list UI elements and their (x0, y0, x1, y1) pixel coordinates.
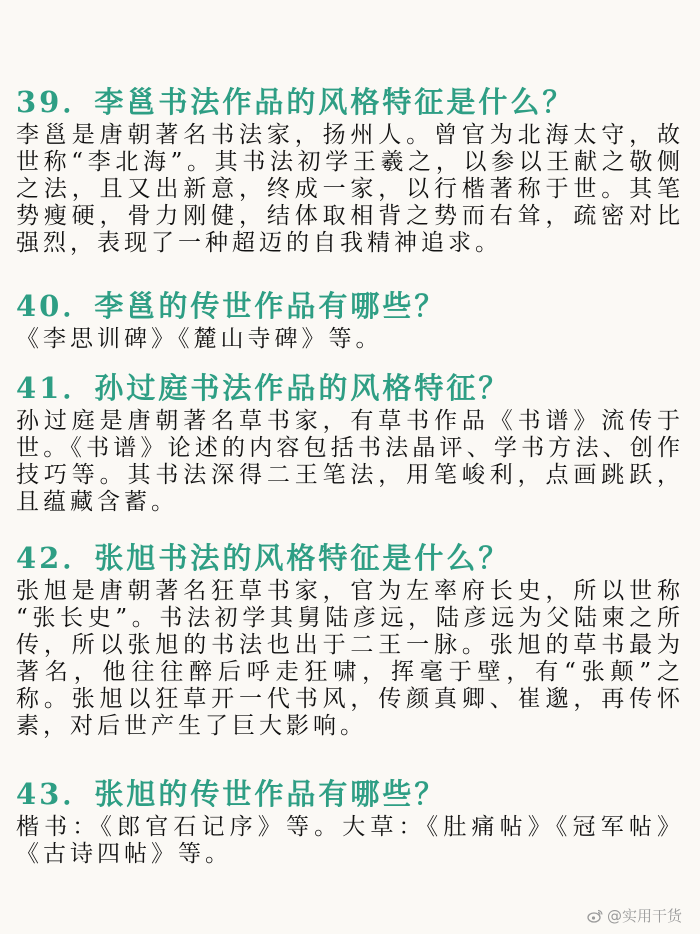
weibo-icon (587, 909, 603, 923)
question-heading: 40．李邕的传世作品有哪些？ (16, 289, 447, 323)
watermark (587, 905, 682, 926)
qa-section-39 (16, 84, 688, 257)
answer-text: 李邕是唐朝著名书法家，扬州人。曾官为北海太守，故世称“李北海”。其书法初学王羲之，以参以王献之敬侧之法，且又出新意，终成一家，以行楷著称于世。其笔势瘦硬，骨力刚健，结体取相背之势而右耸，疏密对比强烈，表现了一种超迈的自我精神追求。 (16, 122, 684, 256)
qa-section-41 (16, 370, 688, 516)
question-heading: 41．孙过庭书法作品的风格特征？ (16, 371, 511, 405)
qa-section-43 (16, 776, 688, 868)
question-heading: 42．张旭书法的风格特征是什么？ (16, 541, 511, 575)
qa-section-40 (16, 288, 688, 353)
question-heading: 43．张旭的传世作品有哪些？ (16, 777, 447, 811)
answer-text: 楷书：《郎官石记序》等。大草：《肚痛帖》《冠军帖》《古诗四帖》等。 (16, 814, 684, 867)
answer-text: 张旭是唐朝著名狂草书家，官为左率府长史，所以世称 “张长史”。书法初学其舅陆彦远，陆彦远为父陆柬之所传，所以张旭的书法也出于二王一脉。张旭的草书最为著名，他往往醉后呼走狂啸，挥毫于壁，有“张颠”之称。张旭以狂草开一代书风，传颜真卿、崔邈，再传怀素，对后世产生了巨大影响。 (16, 578, 684, 739)
answer-text: 孙过庭是唐朝著名草书家，有草书作品《书谱》流传于世。《书谱》论述的内容包括书法晶评、学书方法、创作技巧等。其书法深得二王笔法，用笔峻利，点画跳跃，且蕴藏含蓄。 (16, 408, 684, 515)
answer-text: 《李思训碑》《麓山寺碑》等。 (16, 326, 383, 352)
question-heading: 39．李邕书法作品的风格特征是什么？ (16, 85, 575, 119)
qa-section-42 (16, 540, 688, 740)
watermark-text: @实用干货 (606, 907, 682, 925)
